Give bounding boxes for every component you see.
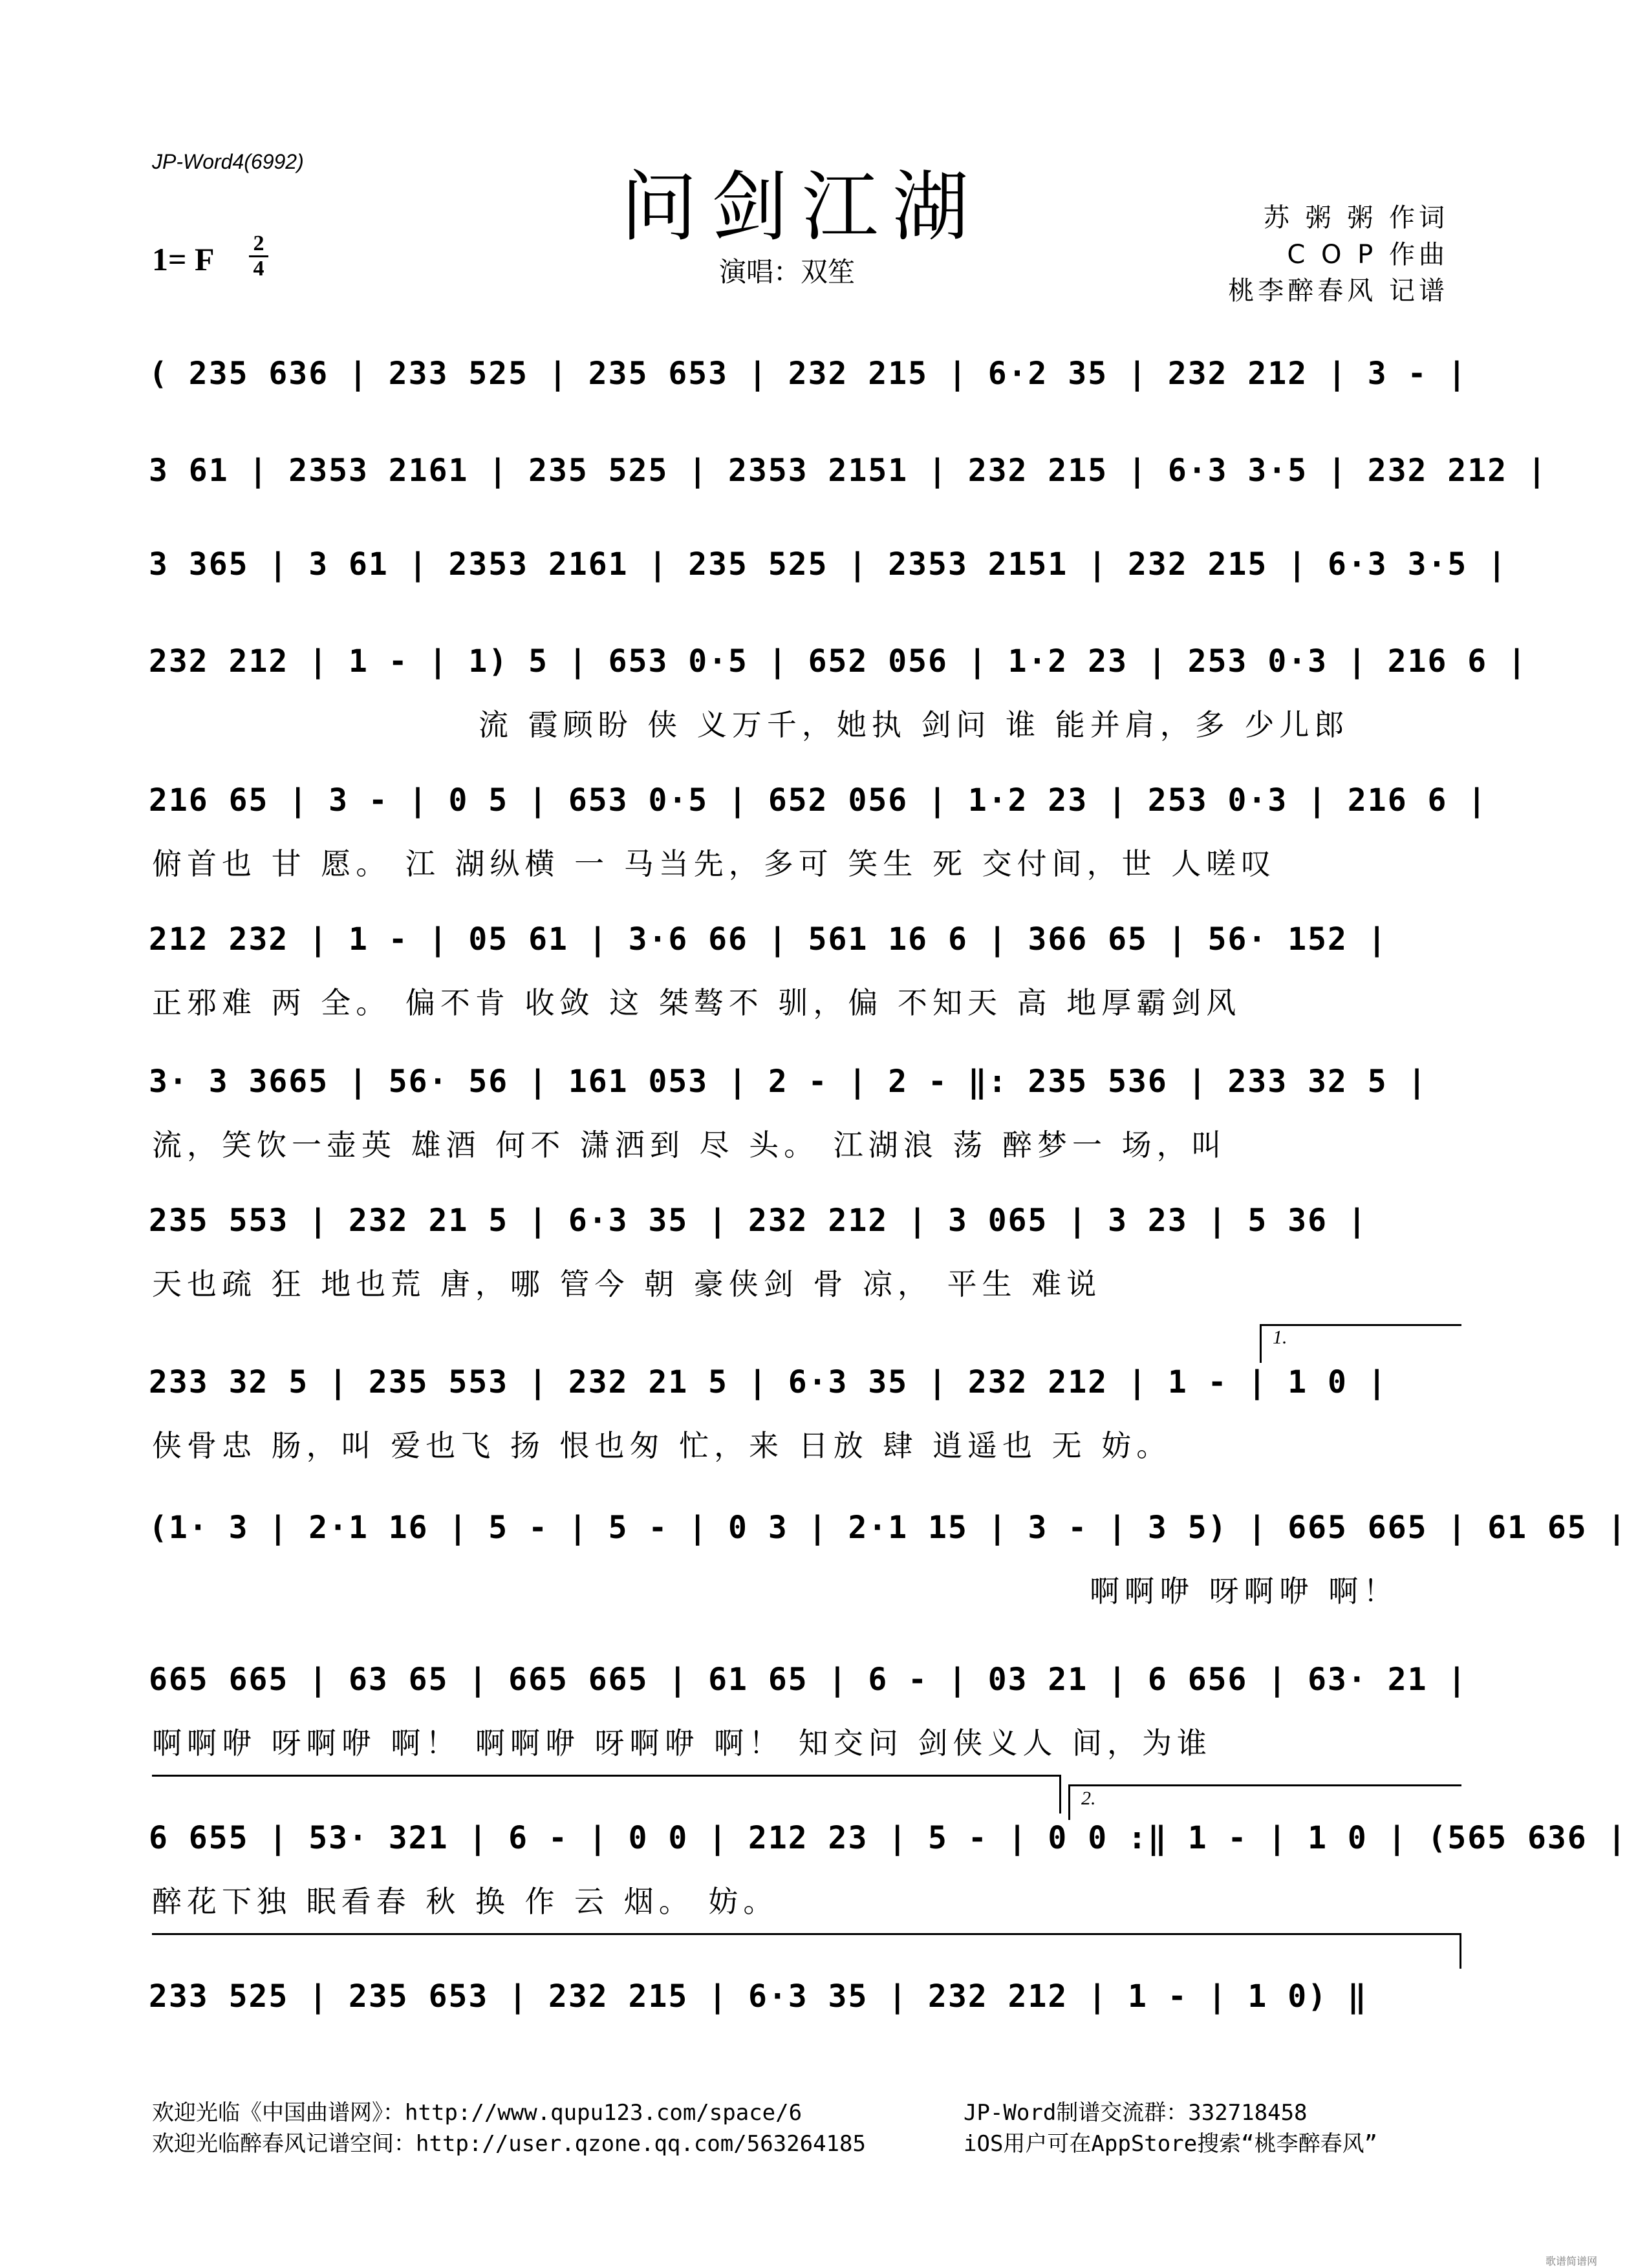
repeat-bracket-tick (1059, 1775, 1061, 1813)
score-line-9-lyrics: 侠骨忠 肠，叫 爱也飞 扬 恨也匆 忙，来 日放 肆 逍遥也 无 妨。 (152, 1428, 1172, 1463)
page-title: 问剑江湖 (620, 162, 983, 251)
first-ending-label: 1. (1273, 1327, 1288, 1348)
footer-ios-info: iOS用户可在AppStore搜索“桃李醉春风” (964, 2131, 1378, 2157)
footer-site-link: 欢迎光临《中国曲谱网》：http://www.qupu123.com/space/6 (152, 2100, 803, 2126)
transcriber-credit: 桃李醉春风 记谱 (1228, 276, 1449, 306)
score-line-4-lyrics: 流 霞顾盼 侠 义万千，她执 剑问 谁 能并肩，多 少儿郎 (479, 707, 1350, 742)
software-label: JP-Word4(6992) (152, 150, 304, 173)
first-ending-bracket (1260, 1324, 1461, 1326)
watermark: 歌谱简谱网 (1545, 2255, 1597, 2267)
score-line-5-notes: 216 65 | 3 - | 0 5 | 653 0·5 | 652 056 | 1·2 23 | 253 0·3 | 216 6 | (149, 782, 1488, 818)
score-line-3-notes: 3 365 | 3 61 | 2353 2161 | 235 525 | 2353 2151 | 232 215 | 6·3 3·5 | (149, 546, 1508, 583)
score-line-4-notes: 232 212 | 1 - | 1) 5 | 653 0·5 | 652 056 | 1·2 23 | 253 0·3 | 216 6 | (149, 643, 1527, 679)
score-line-6-lyrics: 正邪难 两 全。 偏不肯 收敛 这 桀骜不 驯，偏 不知天 高 地厚霸剑风 (152, 985, 1242, 1020)
coda-bracket (152, 1933, 1461, 1935)
time-signature-top: 2 (253, 231, 264, 255)
score-line-1-notes: ( 235 636 | 233 525 | 235 653 | 232 215 | 6·2 35 | 232 212 | 3 - | (149, 356, 1468, 392)
singer-credit: 演唱：双笙 (719, 256, 856, 288)
score-line-10-lyrics: 啊啊咿 呀啊咿 啊！ (1090, 1574, 1399, 1609)
score-line-11-lyrics: 啊啊咿 呀啊咿 啊！ 啊啊咿 呀啊咿 啊！ 知交问 剑侠义人 间，为谁 (152, 1726, 1212, 1760)
score-line-13-notes: 233 525 | 235 653 | 232 215 | 6·3 35 | 232 212 | 1 - | 1 0) ‖ (149, 1978, 1368, 2015)
score-line-11-notes: 665 665 | 63 65 | 665 665 | 61 65 | 6 - | 03 21 | 6 656 | 63· 21 | (149, 1662, 1468, 1698)
score-line-7-lyrics: 流，笑饮一壶英 雄酒 何不 潇洒到 尽 头。 江湖浪 荡 醉梦一 场，叫 (152, 1128, 1227, 1162)
footer-group-info: JP-Word制谱交流群：332718458 (964, 2100, 1308, 2126)
score-line-12-notes: 6 655 | 53· 321 | 6 - | 0 0 | 212 23 | 5 - | 0 0 :‖ 1 - | 1 0 | (565 636 | (149, 1820, 1627, 1856)
second-ending-bracket (1068, 1784, 1461, 1786)
score-line-8-notes: 235 553 | 232 21 5 | 6·3 35 | 232 212 | 3 065 | 3 23 | 5 36 | (149, 1203, 1368, 1239)
second-ending-label: 2. (1081, 1788, 1096, 1809)
score-line-10-notes: (1· 3 | 2·1 16 | 5 - | 5 - | 0 3 | 2·1 15 | 3 - | 3 5) | 665 665 | 61 65 | (149, 1510, 1627, 1546)
time-signature-bottom: 4 (253, 257, 264, 281)
first-ending-tick (1260, 1324, 1262, 1363)
score-line-12-lyrics: 醉花下独 眠看春 秋 换 作 云 烟。 妨。 (152, 1884, 779, 1919)
score-line-7-notes: 3· 3 3665 | 56· 56 | 161 053 | 2 - | 2 - ‖: 235 536 | 233 32 5 | (149, 1064, 1428, 1100)
score-line-6-notes: 212 232 | 1 - | 05 61 | 3·6 66 | 561 16 6 | 366 65 | 56· 152 | (149, 921, 1388, 957)
coda-bracket-tick (1460, 1933, 1461, 1969)
footer-space-link: 欢迎光临醉春风记谱空间：http://user.qzone.qq.com/563264185 (152, 2131, 866, 2157)
second-ending-tick (1068, 1784, 1070, 1820)
score-line-2-notes: 3 61 | 2353 2161 | 235 525 | 2353 2151 | 232 215 | 6·3 3·5 | 232 212 | (149, 453, 1547, 489)
time-signature (249, 233, 268, 280)
key-signature: 1= F (152, 241, 215, 277)
repeat-bracket (152, 1775, 1061, 1777)
lyricist-credit: 苏 粥 粥 作词 (1263, 203, 1449, 233)
score-line-8-lyrics: 天也疏 狂 地也荒 唐，哪 管今 朝 豪侠剑 骨 凉， 平生 难说 (152, 1267, 1102, 1301)
composer-credit: C O P 作曲 (1287, 240, 1449, 270)
score-line-5-lyrics: 俯首也 甘 愿。 江 湖纵横 一 马当先，多可 笑生 死 交付间，世 人嗟叹 (152, 846, 1277, 881)
score-line-9-notes: 233 32 5 | 235 553 | 232 21 5 | 6·3 35 | 232 212 | 1 - | 1 0 | (149, 1364, 1388, 1400)
